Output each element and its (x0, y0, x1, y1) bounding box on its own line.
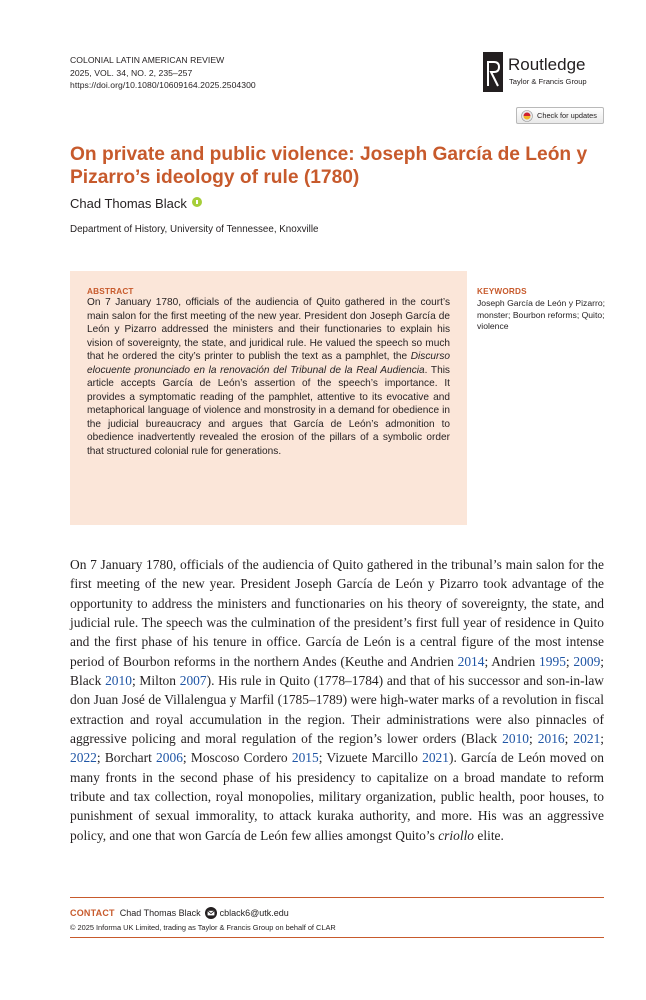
abstract-heading: ABSTRACT (87, 287, 134, 296)
abstract-text-part-2: . This article accepts García de León’s assertion of the speech’s importance. It provides a symptomatic reading of the pamphlet, attentive to its evocative and metaphorical language of violence and monstrosity in a demand for obedience in the judicial bureaucracy and argues that García de León’s admonition to obedience inadvertently revealed the erosion of the pillars of a symbolic order that structured colonial rule for generations. (87, 364, 450, 458)
body-paragraph (70, 555, 604, 845)
journal-header (70, 54, 256, 92)
body-italic-term: criollo (438, 827, 475, 843)
check-updates-label: Check for updates (537, 111, 597, 120)
doi-link[interactable]: https://doi.org/10.1080/10609164.2025.2504300 (70, 80, 256, 90)
citation-link[interactable]: 2006 (156, 750, 183, 766)
citation-link[interactable]: 2007 (179, 673, 207, 689)
body-text-run: ; Moscoso Cordero (182, 750, 292, 766)
keywords-list: Joseph García de León y Pizarro; monster; Bourbon reforms; Quito; violence (477, 298, 606, 331)
body-text-run: On 7 January 1780, officials of the audiencia of Quito gathered in the tribunal’s main salon for the first meeting of the new year. President Joseph García de León y Pizarro took advantage of the opportunity to address the ministers and functionaries on his theory of sovereignty, the state, and judicial rule. The speech was the culmination of the president’s first full year of residence in Quito and the first phase of his tenure in office. García de León is a central figure of the most intense period of Bourbon reforms in the northern Andes (Keuthe and Andrien (70, 557, 604, 669)
copyright-notice: © 2025 Informa UK Limited, trading as Taylor & Francis Group on behalf of CLAR (70, 923, 336, 932)
body-text-run: ; Black (70, 653, 605, 689)
body-text-run: ; (564, 731, 574, 747)
volume-info: 2025, VOL. 34, NO. 2, 235–257 (70, 67, 193, 78)
body-text-run: ; Andrien (484, 653, 540, 669)
body-text-run: ; Vizuete Marcillo (318, 750, 423, 766)
citation-link[interactable]: 2014 (457, 653, 485, 669)
body-text-run: elite. (474, 827, 504, 843)
body-text-run: ; Borchart (96, 750, 157, 766)
citation-link[interactable]: 2009 (573, 653, 601, 669)
citation-link[interactable]: 2021 (573, 731, 601, 747)
body-text-run: ). García de León moved on many fronts in the second phase of his presidency to capitalize on a broad mandate to reform tribute and tax collection, royal monopolies, military organization, public health, poor houses, to punishment of sexual immorality, to attack kuraka authority, and more. His was an aggressive policy, and one that won García de León few allies amongst Quito’s (70, 750, 604, 843)
abstract-text (87, 296, 450, 459)
contact-email[interactable]: cblack6@utk.edu (219, 908, 289, 918)
citation-link[interactable]: 2022 (70, 750, 97, 766)
check-updates-icon (521, 110, 533, 122)
abstract-text-part-1: On 7 January 1780, officials of the audiencia of Quito gathered in the court’s main salon for the first meeting of the new year. President don Joseph García de León y Pizarro addressed the ministers and their functionaries to explain his vision of sovereignty, the state, and juridical rule. He valued the speech so much that he ordered the city’s printer to publish the text as a pamphlet, the (87, 297, 450, 363)
body-text-run: ; Milton (131, 673, 180, 689)
citation-link[interactable]: 2010 (502, 731, 529, 747)
email-icon (205, 907, 217, 919)
publisher-logo (483, 52, 613, 94)
body-text-run: ; (600, 731, 605, 747)
citation-link[interactable]: 2015 (291, 750, 319, 766)
abstract-text-italic: Discurso elocuente pronunciado en la renovación del Tribunal de la Real Audiencia (87, 351, 450, 376)
contact-name: Chad Thomas Black (119, 908, 201, 918)
keywords-heading: KEYWORDS (477, 287, 527, 296)
publisher-name: Routledge (508, 55, 586, 74)
body-text-run: ; (565, 653, 574, 669)
publisher-tagline: Taylor & Francis Group (509, 77, 587, 86)
citation-link[interactable]: 1995 (539, 653, 566, 669)
routledge-logo-icon (483, 52, 503, 92)
check-for-updates-button[interactable] (516, 107, 604, 124)
author-line (70, 196, 202, 212)
journal-name: COLONIAL LATIN AMERICAN REVIEW (70, 55, 225, 65)
contact-line (70, 907, 289, 919)
body-text-run: ; (529, 731, 538, 747)
article-title: On private and public violence: Joseph García de León y Pizarro’s ideology of rule (1780) (70, 144, 588, 188)
citation-link[interactable]: 2016 (537, 731, 565, 747)
affiliation: Department of History, University of Tennessee, Knoxville (70, 224, 319, 235)
citation-link[interactable]: 2021 (422, 750, 449, 766)
citation-link[interactable]: 2010 (105, 673, 132, 689)
author-name[interactable]: Chad Thomas Black (70, 196, 187, 211)
footer-bottom-divider (70, 937, 604, 938)
contact-label: CONTACT (70, 908, 115, 918)
body-text-run: ). His rule in Quito (1778–1784) and that of his successor and son-in-law don Juan José de Villalengua y Marfil (1785–1789) were high-water marks of a revolution in fiscal extraction and royal accumulation in the region. Their administrations were also pinnacles of aggressive policing and moral regulation of the region’s lower orders (Black (70, 673, 604, 747)
orcid-icon[interactable] (192, 197, 202, 207)
footer-divider (70, 897, 604, 898)
